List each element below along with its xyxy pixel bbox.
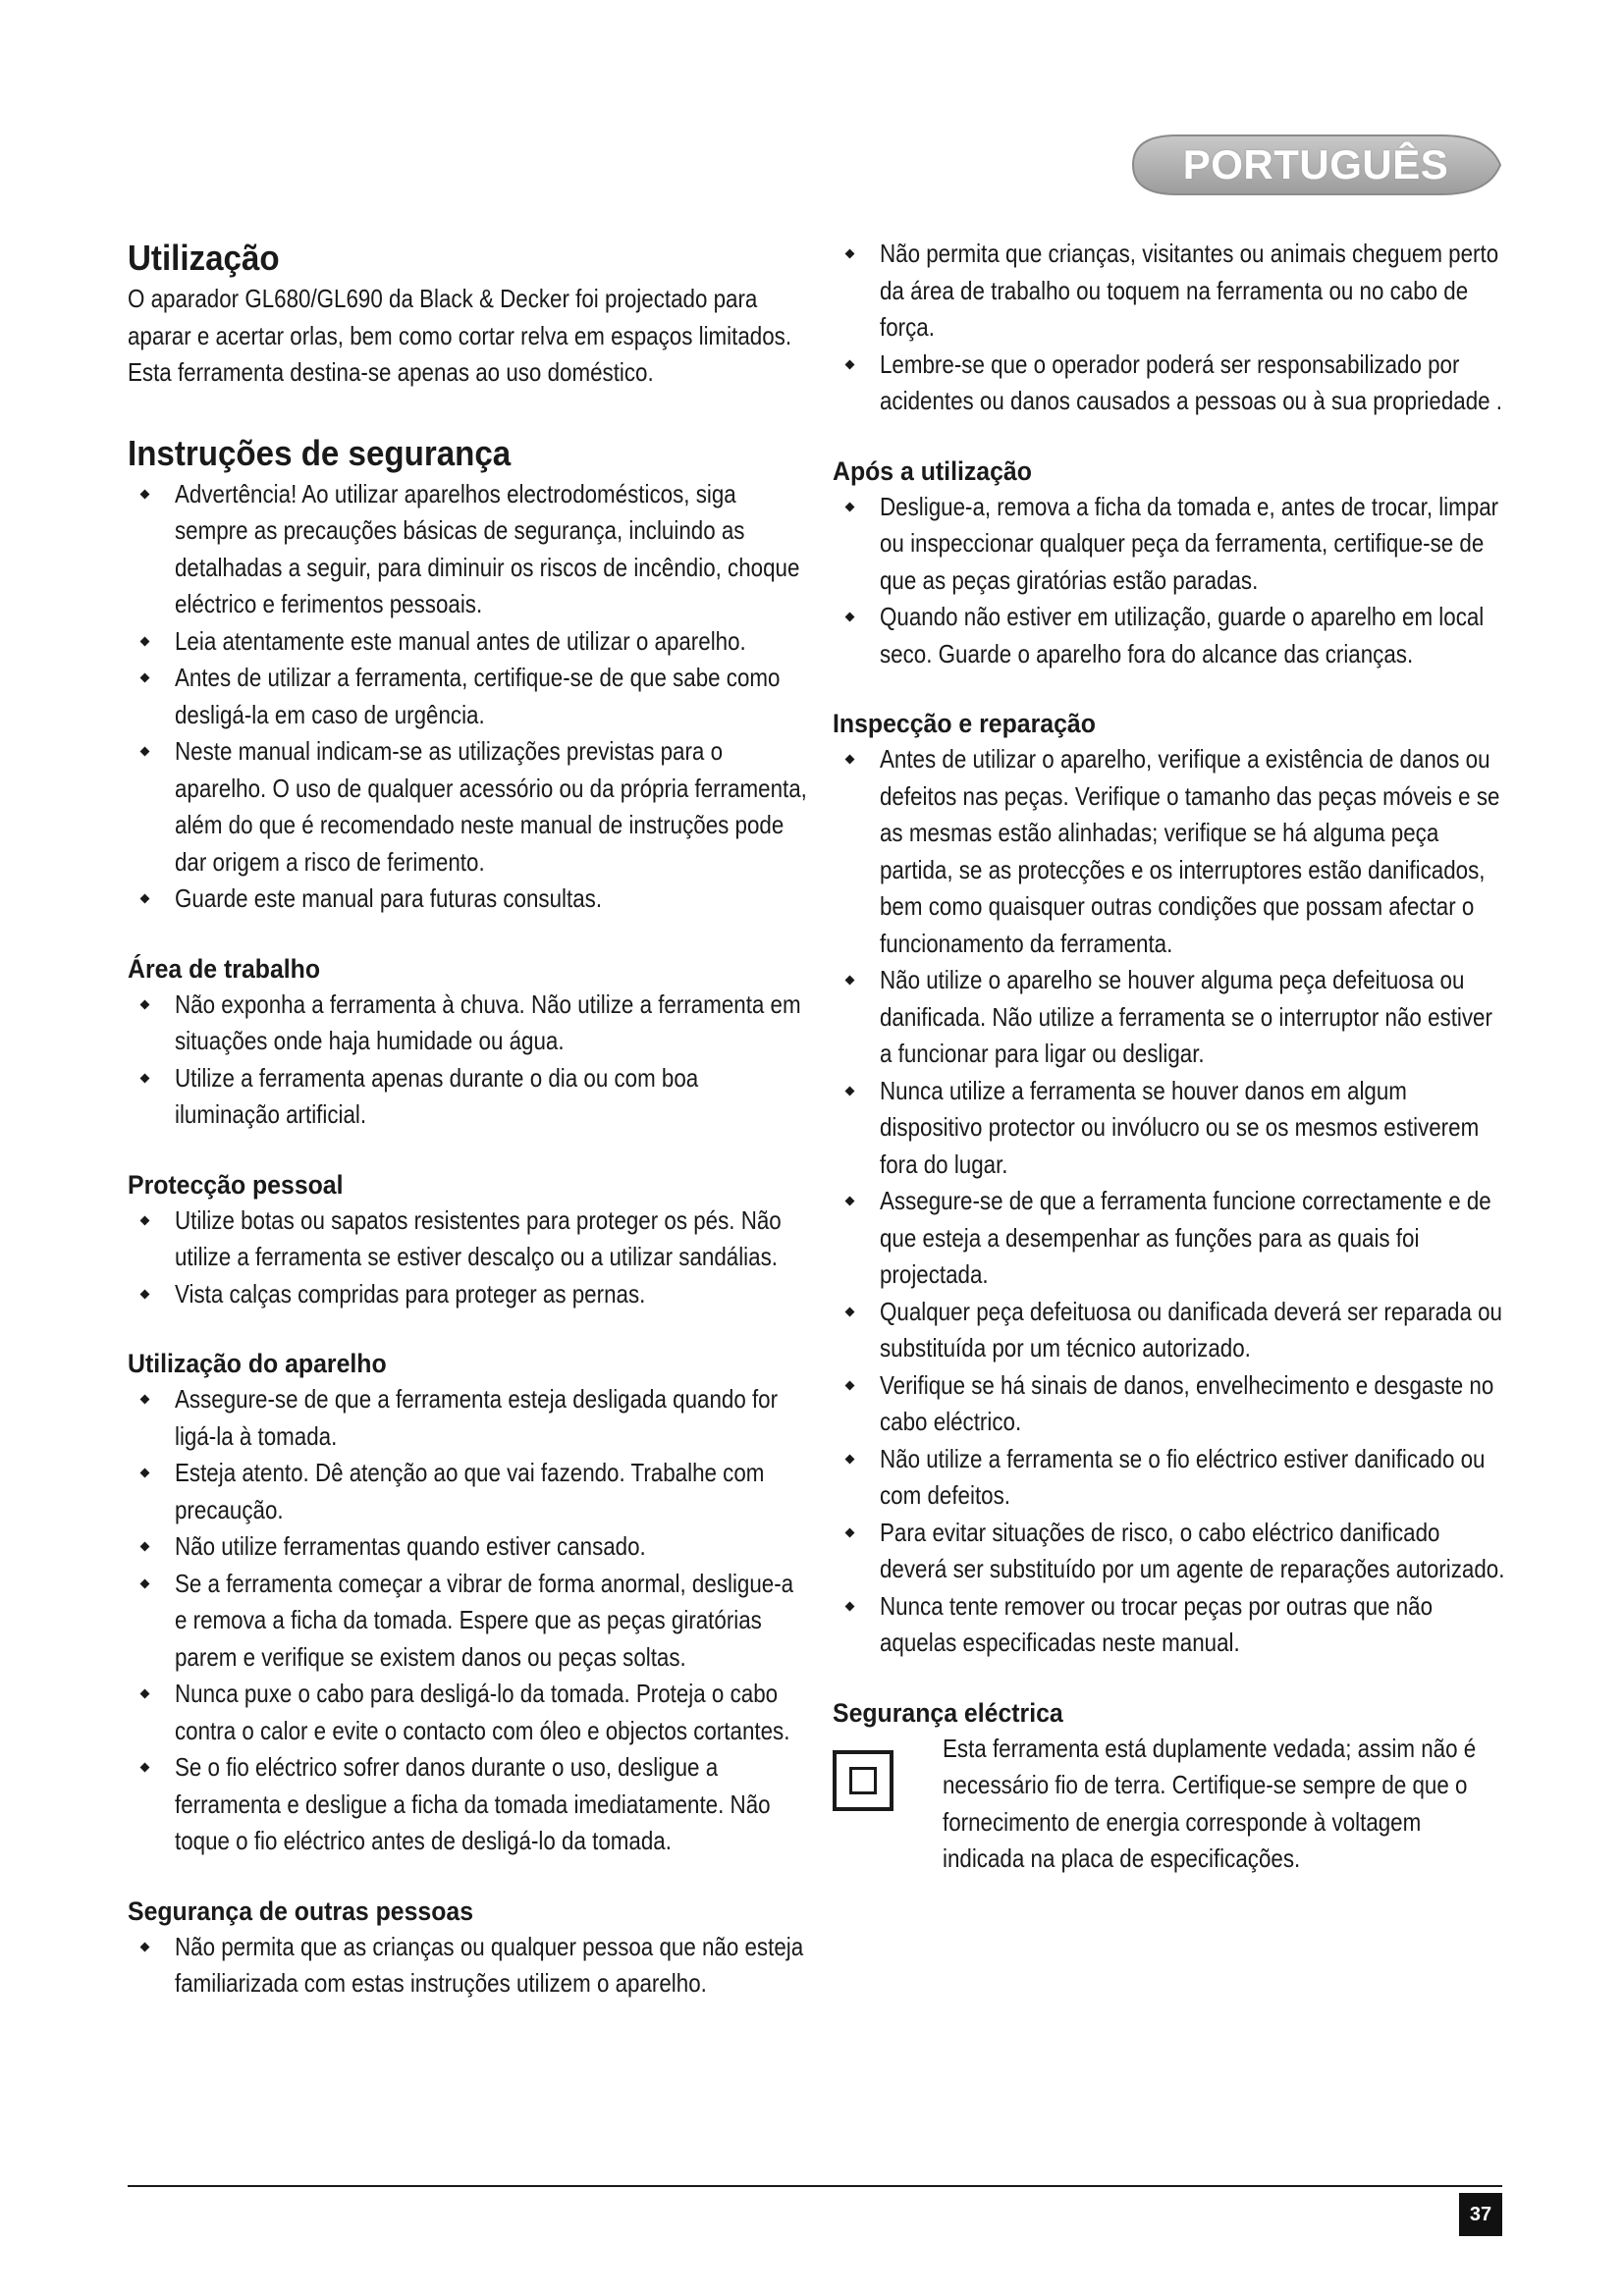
others-heading: Segurança de outras pessoas [128,1896,474,1926]
language-tab [1127,130,1504,200]
bullet-icon [845,249,855,259]
bullet-icon [845,1527,855,1537]
after-use-heading: Após a utilização [833,455,1032,486]
safety-list [128,476,815,918]
bullet-icon [140,999,150,1009]
list-item: Nunca tente remover ou trocar peças por outras que não aquelas especificadas neste manual. [833,1588,1500,1662]
bullet-icon [140,747,150,757]
list-item: Não permita que crianças, visitantes ou animais cheguem perto da área de trabalho ou toquem na ferramenta ou no cabo de força. [833,236,1500,347]
language-label: PORTUGUÊS [1182,141,1449,187]
work-area-heading: Área de trabalho [128,953,321,984]
use-text: O aparador GL680/GL690 da Black & Decker foi projectado para aparar e acertar orlas, bem como cortar relva em espaços limitados. Esta ferramenta destina-se apenas ao uso doméstico. [128,284,792,387]
bullet-icon [140,1689,150,1699]
bullet-icon [140,1289,150,1299]
double-insulation-icon [833,1750,893,1811]
appliance-list [128,1381,815,1860]
list-item: Neste manual indicam-se as utilizações previstas para o aparelho. O uso de qualquer acessório ou da própria ferramenta, além do que é recomendado neste manual de instruções pode dar origem a risco de ferimento. [128,733,815,881]
list-item: Verifique se há sinais de danos, envelhecimento e desgaste no cabo eléctrico. [833,1367,1500,1441]
use-heading: Utilização [128,238,280,278]
after-use-list [833,489,1500,673]
list-item: Não utilize o aparelho se houver alguma peça defeituosa ou danificada. Não utilize a ferramenta se o interruptor não estiver a funcionar para ligar ou desligar. [833,962,1500,1073]
bullet-icon [845,1380,855,1390]
bullet-icon [140,1578,150,1588]
list-item: Desligue-a, remova a ficha da tomada e, antes de trocar, limpar ou inspeccionar qualquer peça da ferramenta, certifique-se de que as peças giratórias estão paradas. [833,489,1500,600]
safety-heading: Instruções de segurança [128,432,512,473]
bullet-icon [140,1073,150,1083]
list-item: Guarde este manual para futuras consultas. [128,881,815,918]
electrical-section [833,1731,1500,1878]
list-item: Utilize botas ou sapatos resistentes para proteger os pés. Não utilize a ferramenta se estiver descalço ou a utilizar sandálias. [128,1202,815,1276]
bullet-icon [140,1215,150,1225]
list-item: Nunca utilize a ferramenta se houver danos em algum dispositivo protector ou invólucro ou se os mesmos estiverem fora do lugar. [833,1073,1500,1184]
list-item: Não utilize a ferramenta se o fio eléctrico estiver danificado ou com defeitos. [833,1441,1500,1515]
others-list-continued [833,236,1500,420]
list-item: Se o fio eléctrico sofrer danos durante o uso, desligue a ferramenta e desligue a ficha da tomada imediatamente. Não toque o fio eléctrico antes de desligá-lo da tomada. [128,1749,815,1860]
list-item: Antes de utilizar a ferramenta, certifique-se de que sabe como desligá-la em caso de urgência. [128,660,815,733]
list-item: Vista calças compridas para proteger as pernas. [128,1276,815,1313]
left-column [128,236,815,2002]
bullet-icon [845,755,855,765]
bullet-icon [845,1601,855,1611]
list-item: Não utilize ferramentas quando estiver cansado. [128,1528,815,1566]
bullet-icon [845,976,855,986]
list-item: Utilize a ferramenta apenas durante o dia ou com boa iluminação artificial. [128,1060,815,1134]
work-area-list [128,987,815,1134]
list-item: Antes de utilizar o aparelho, verifique a existência de danos ou defeitos nas peças. Verifique o tamanho das peças móveis e se as mesmas estão alinhadas; verifique se há alguma peça partida, se as protecções e os interruptores estão danificados, bem como quaisquer outras condições que possam afectar o funcionamento da ferramenta. [833,741,1500,962]
list-item: Não permita que as crianças ou qualquer pessoa que não esteja familiarizada com estas instruções utilizem o aparelho. [128,1929,815,2002]
list-item: Esteja atento. Dê atenção ao que vai fazendo. Trabalhe com precaução. [128,1455,815,1528]
list-item: Assegure-se de que a ferramenta funcione correctamente e de que esteja a desempenhar as funções para as quais foi projectada. [833,1183,1500,1294]
list-item: Se a ferramenta começar a vibrar de forma anormal, desligue-a e remova a ficha da tomada. Espere que as peças giratórias parem e verifique se existem danos ou peças soltas. [128,1566,815,1677]
electrical-heading: Segurança eléctrica [833,1697,1063,1728]
bullet-icon [845,1307,855,1316]
list-item: Assegure-se de que a ferramenta esteja desligada quando for ligá-la à tomada. [128,1381,815,1455]
others-list [128,1929,815,2002]
bullet-icon [140,489,150,499]
list-item: Qualquer peça defeituosa ou danificada deverá ser reparada ou substituída por um técnico autorizado. [833,1294,1500,1367]
bullet-icon [845,502,855,511]
footer-divider [128,2185,1502,2187]
personal-list [128,1202,815,1313]
bullet-icon [140,1763,150,1773]
appliance-heading: Utilização do aparelho [128,1349,387,1378]
list-item: Nunca puxe o cabo para desligá-lo da tomada. Proteja o cabo contra o calor e evite o contacto com óleo e objectos cortantes. [128,1676,815,1749]
list-item: Leia atentamente este manual antes de utilizar o aparelho. [128,623,815,661]
bullet-icon [140,636,150,646]
list-item: Quando não estiver em utilização, guarde o aparelho em local seco. Guarde o aparelho fora do alcance das crianças. [833,599,1500,672]
bullet-icon [845,1454,855,1464]
list-item: Para evitar situações de risco, o cabo eléctrico danificado deverá ser substituído por um agente de reparações autorizado. [833,1515,1500,1588]
inspection-heading: Inspecção e reparação [833,709,1096,738]
inspection-list [833,741,1505,1662]
list-item: Não exponha a ferramenta à chuva. Não utilize a ferramenta em situações onde haja humidade ou água. [128,987,815,1060]
bullet-icon [845,1197,855,1206]
electrical-text: Esta ferramenta está duplamente vedada; assim não é necessário fio de terra. Certifique-se sempre de que o fornecimento de energia corresponde à voltagem indicada na placa de especificações. [943,1733,1477,1873]
bullet-icon [845,1086,855,1095]
bullet-icon [845,613,855,622]
bullet-icon [140,1468,150,1478]
bullet-icon [140,1395,150,1405]
bullet-icon [140,1542,150,1552]
page-number: 37 [1459,2193,1502,2236]
list-item: Lembre-se que o operador poderá ser responsabilizado por acidentes ou danos causados a pessoas ou à sua propriedade . [833,347,1500,420]
list-item: Advertência! Ao utilizar aparelhos electrodomésticos, siga sempre as precauções básicas de segurança, incluindo as detalhadas a seguir, para diminuir os riscos de incêndio, choque eléctrico e ferimentos pessoais. [128,476,815,623]
right-column [833,236,1505,1878]
bullet-icon [140,1942,150,1951]
bullet-icon [140,894,150,904]
personal-heading: Protecção pessoal [128,1169,344,1200]
bullet-icon [845,359,855,369]
bullet-icon [140,673,150,683]
